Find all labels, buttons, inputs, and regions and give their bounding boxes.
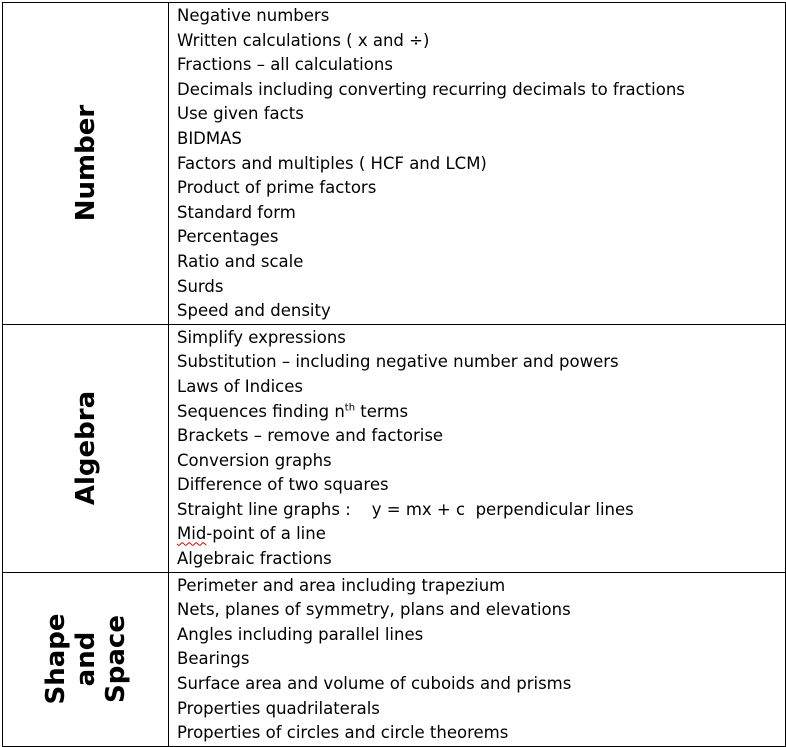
items-cell (169, 572, 786, 746)
topic-item: Simplify expressions (177, 327, 346, 347)
topic-text-tail: terms (355, 401, 409, 421)
topic-list-algebra (169, 325, 785, 572)
topic-item: Laws of Indices (177, 376, 303, 396)
topic-item: Properties of circles and circle theorems (177, 723, 509, 743)
topic-text: Sequences finding n (177, 401, 345, 421)
topic-item: Factors and multiples ( HCF and LCM) (177, 153, 487, 173)
topic-item: Negative numbers (177, 6, 330, 25)
section-row-algebra (3, 324, 786, 572)
topic-item: Difference of two squares (177, 475, 389, 495)
category-cell (3, 572, 169, 746)
category-label-shape-and-space: Shape and Space (40, 613, 131, 705)
topic-item: Written calculations ( x and ÷) (177, 30, 430, 50)
topic-item: Conversion graphs (177, 450, 332, 470)
topic-item: Straight line graphs : y = mx + c perpendicular lines (177, 499, 634, 519)
topic-list-shape-and-space (169, 573, 785, 746)
category-label-number: Number (70, 105, 101, 222)
topic-item: Brackets – remove and factorise (177, 426, 444, 446)
items-cell (169, 324, 786, 572)
topic-item: Speed and density (177, 301, 331, 321)
category-label-algebra: Algebra (70, 391, 101, 506)
topic-text-tail: -point of a line (206, 524, 326, 544)
section-row-shape-and-space (3, 572, 786, 746)
topic-item: Standard form (177, 202, 296, 222)
topic-item: Product of prime factors (177, 178, 377, 198)
topic-item: Percentages (177, 227, 279, 247)
category-cell (3, 324, 169, 572)
topic-item-midpoint (177, 522, 785, 547)
section-row-number (3, 3, 786, 325)
topic-item: Perimeter and area including trapezium (177, 575, 506, 595)
topic-item: Substitution – including negative number and powers (177, 352, 619, 372)
topic-item: Bearings (177, 649, 250, 669)
topic-item: Surface area and volume of cuboids and prisms (177, 674, 572, 694)
topic-item-sequences (177, 400, 785, 425)
topic-item: Angles including parallel lines (177, 624, 424, 644)
topic-item: Nets, planes of symmetry, plans and elevations (177, 600, 571, 620)
topic-item: Fractions – all calculations (177, 55, 393, 75)
topic-list-number (169, 3, 785, 324)
spellcheck-underlined-word: Mid (177, 524, 207, 544)
superscript-th: th (344, 402, 356, 413)
category-cell (3, 3, 169, 325)
topic-item: Ratio and scale (177, 251, 304, 271)
topic-item: Surds (177, 276, 224, 296)
topic-item: Decimals including converting recurring decimals to fractions (177, 79, 685, 99)
items-cell (169, 3, 786, 325)
topic-item: Use given facts (177, 104, 304, 124)
topic-item: Algebraic fractions (177, 549, 332, 569)
topic-item: BIDMAS (177, 128, 242, 148)
topics-table (2, 2, 786, 747)
topic-item: Properties quadrilaterals (177, 698, 380, 718)
